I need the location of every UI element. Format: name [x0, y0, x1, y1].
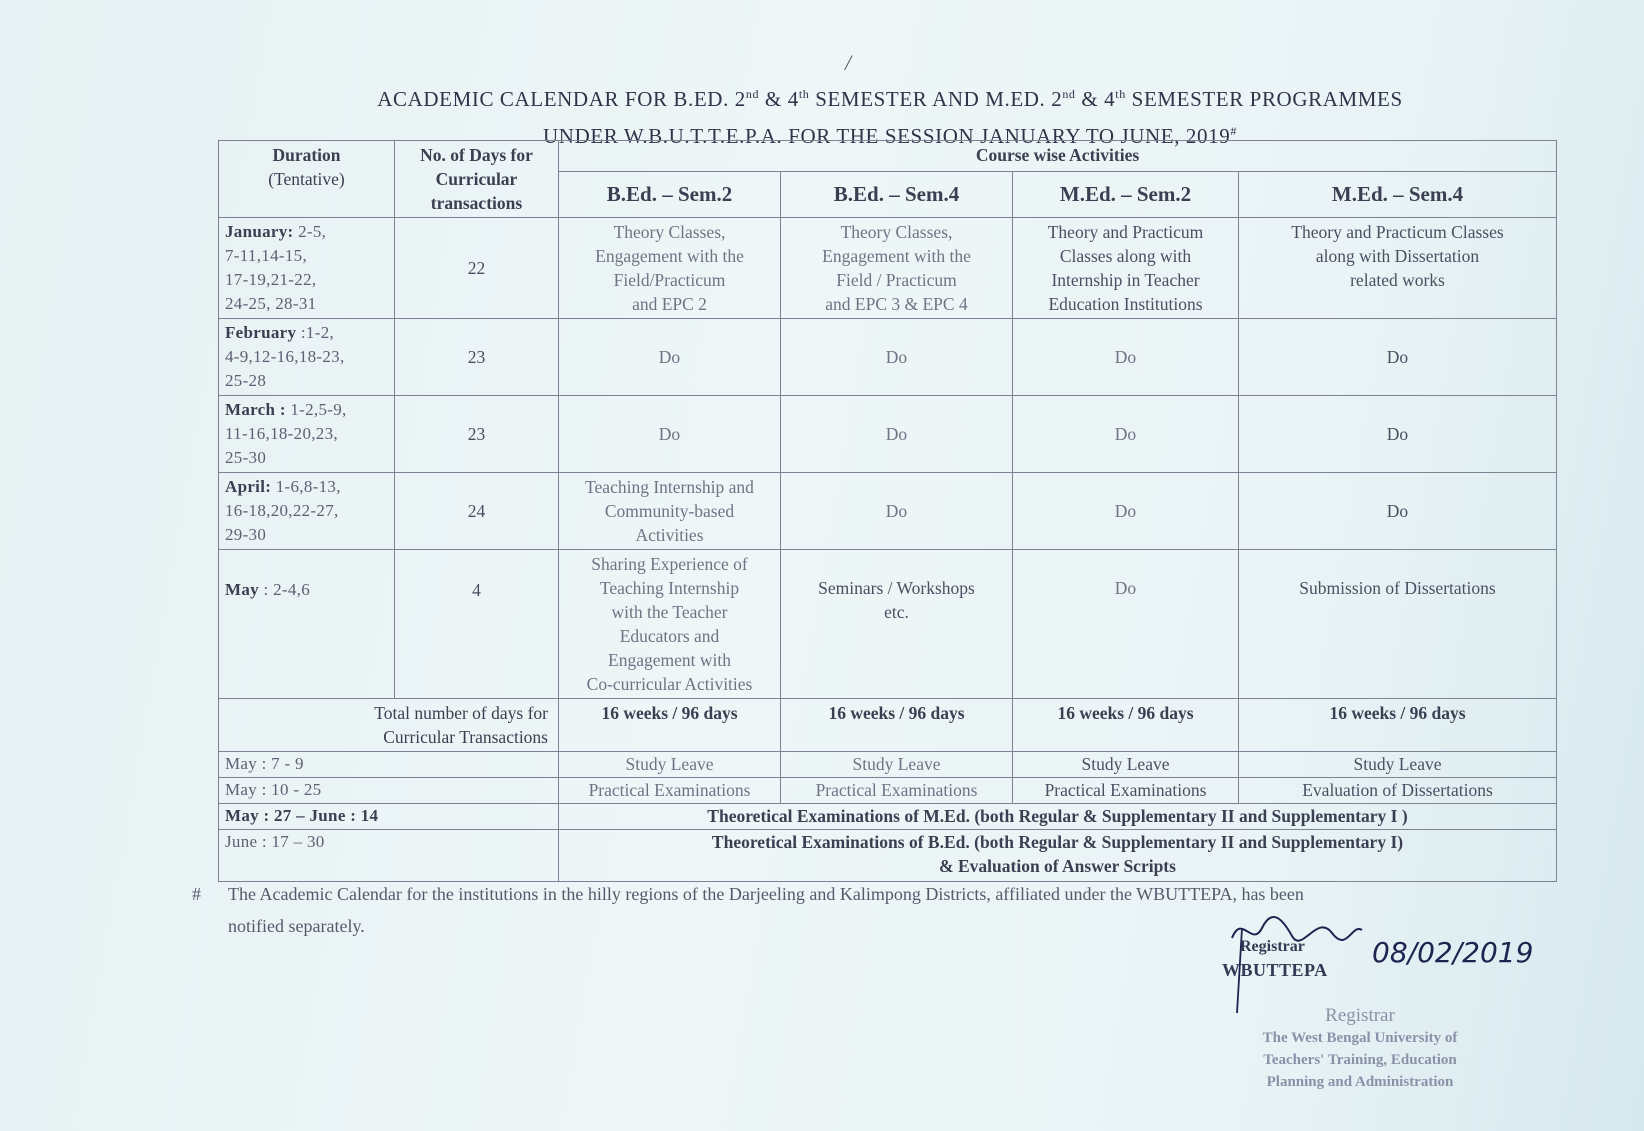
duration-cell: May : 2-4,6 — [219, 550, 395, 699]
days-header: No. of Days for Curricular transactions — [395, 141, 559, 218]
table-row — [219, 473, 1557, 550]
exam-cell: Study Leave — [781, 752, 1013, 778]
activity-cell: Theory Classes, Engagement with the Field/Practicum and EPC 2 — [559, 218, 781, 319]
table-row — [219, 830, 1557, 882]
total-value: 16 weeks / 96 days — [559, 699, 781, 752]
title-line-1: ACADEMIC CALENDAR FOR B.ED. 2nd & 4th SEMESTER AND M.ED. 2nd & 4th SEMESTER PROGRAMMES — [377, 87, 1403, 111]
table-row — [219, 319, 1557, 396]
table-row — [219, 550, 1557, 699]
activity-cell: Do — [559, 396, 781, 473]
activity-cell: Theory Classes, Engagement with the Field / Practicum and EPC 3 & EPC 4 — [781, 218, 1013, 319]
activity-cell: Seminars / Workshops etc. — [781, 550, 1013, 699]
duration-cell: January: 2-5, 7-11,14-15, 17-19,21-22, 24-25, 28-31 — [219, 218, 395, 319]
days-cell: 24 — [395, 473, 559, 550]
days-cell: 4 — [395, 550, 559, 699]
signature-role: Registrar — [1240, 938, 1305, 955]
table-row — [219, 218, 1557, 319]
academic-calendar-table — [218, 140, 1557, 882]
theory-exam-cell: Theoretical Examinations of B.Ed. (both Regular & Supplementary II and Supplementary I) & Evaluation of Answer Scripts — [559, 830, 1557, 882]
table-row — [219, 752, 1557, 778]
activity-cell: Theory and Practicum Classes along with Internship in Teacher Education Institutions — [1013, 218, 1239, 319]
course-header: B.Ed. – Sem.4 — [781, 172, 1013, 218]
exam-cell: Study Leave — [559, 752, 781, 778]
total-label: Total number of days for Curricular Transactions — [219, 699, 559, 752]
activity-cell: Teaching Internship and Community-based Activities — [559, 473, 781, 550]
course-header: M.Ed. – Sem.4 — [1239, 172, 1557, 218]
duration-cell: June : 17 – 30 — [219, 830, 559, 882]
signature-org: WBUTTEPA — [1222, 960, 1328, 980]
total-value: 16 weeks / 96 days — [1239, 699, 1557, 752]
days-cell: 22 — [395, 218, 559, 319]
activity-cell: Theory and Practicum Classes along with Dissertation related works — [1239, 218, 1557, 319]
footnote-line-1: The Academic Calendar for the institutions in the hilly regions of the Darjeeling and Kalimpong Districts, affiliated under the WBUTTEPA, has been — [228, 884, 1304, 904]
exam-cell: Practical Examinations — [781, 778, 1013, 804]
duration-cell: April: 1-6,8-13, 16-18,20,22-27, 29-30 — [219, 473, 395, 550]
registrar-stamp: Registrar The West Bengal University of Teachers' Training, Education Planning and Administration — [1262, 1005, 1458, 1090]
duration-cell: May : 7 - 9 — [219, 752, 559, 778]
table-row — [219, 396, 1557, 473]
activity-cell: Do — [559, 319, 781, 396]
table-row — [219, 804, 1557, 830]
page-mark: / — [845, 50, 852, 75]
activity-cell: Do — [781, 319, 1013, 396]
days-cell: 23 — [395, 396, 559, 473]
activity-cell: Do — [1013, 396, 1239, 473]
exam-cell: Evaluation of Dissertations — [1239, 778, 1557, 804]
theory-exam-cell: Theoretical Examinations of M.Ed. (both Regular & Supplementary II and Supplementary I ) — [559, 804, 1557, 830]
course-header: B.Ed. – Sem.2 — [559, 172, 781, 218]
signature-date: 08/02/2019 — [1372, 936, 1534, 969]
duration-cell: February :1-2, 4-9,12-16,18-23, 25-28 — [219, 319, 395, 396]
activity-cell: Do — [781, 396, 1013, 473]
duration-cell: March : 1-2,5-9, 11-16,18-20,23, 25-30 — [219, 396, 395, 473]
activity-cell: Do — [1239, 319, 1557, 396]
duration-cell: May : 27 – June : 14 — [219, 804, 559, 830]
exam-cell: Practical Examinations — [559, 778, 781, 804]
title-line-2: UNDER W.B.U.T.T.E.P.A. FOR THE SESSION JANUARY TO JUNE, 2019# — [543, 124, 1237, 148]
course-header: M.Ed. – Sem.2 — [1013, 172, 1239, 218]
footnote-line-2: notified separately. — [228, 916, 365, 936]
activity-cell: Sharing Experience of Teaching Internship with the Teacher Educators and Engagement with Co-curricular Activities — [559, 550, 781, 699]
activity-cell: Do — [781, 473, 1013, 550]
activity-cell: Do — [1013, 473, 1239, 550]
exam-cell: Study Leave — [1013, 752, 1239, 778]
total-value: 16 weeks / 96 days — [781, 699, 1013, 752]
activity-cell: Do — [1013, 550, 1239, 699]
total-value: 16 weeks / 96 days — [1013, 699, 1239, 752]
course-wise-header: Course wise Activities — [559, 141, 1557, 172]
days-cell: 23 — [395, 319, 559, 396]
exam-cell: Practical Examinations — [1013, 778, 1239, 804]
footnote-marker: # — [192, 884, 201, 904]
total-row — [219, 699, 1557, 752]
activity-cell: Do — [1013, 319, 1239, 396]
exam-cell: Study Leave — [1239, 752, 1557, 778]
activity-cell: Do — [1239, 473, 1557, 550]
table-row — [219, 778, 1557, 804]
activity-cell: Do — [1239, 396, 1557, 473]
duration-header: Duration (Tentative) — [219, 141, 395, 218]
activity-cell: Submission of Dissertations — [1239, 550, 1557, 699]
duration-cell: May : 10 - 25 — [219, 778, 559, 804]
